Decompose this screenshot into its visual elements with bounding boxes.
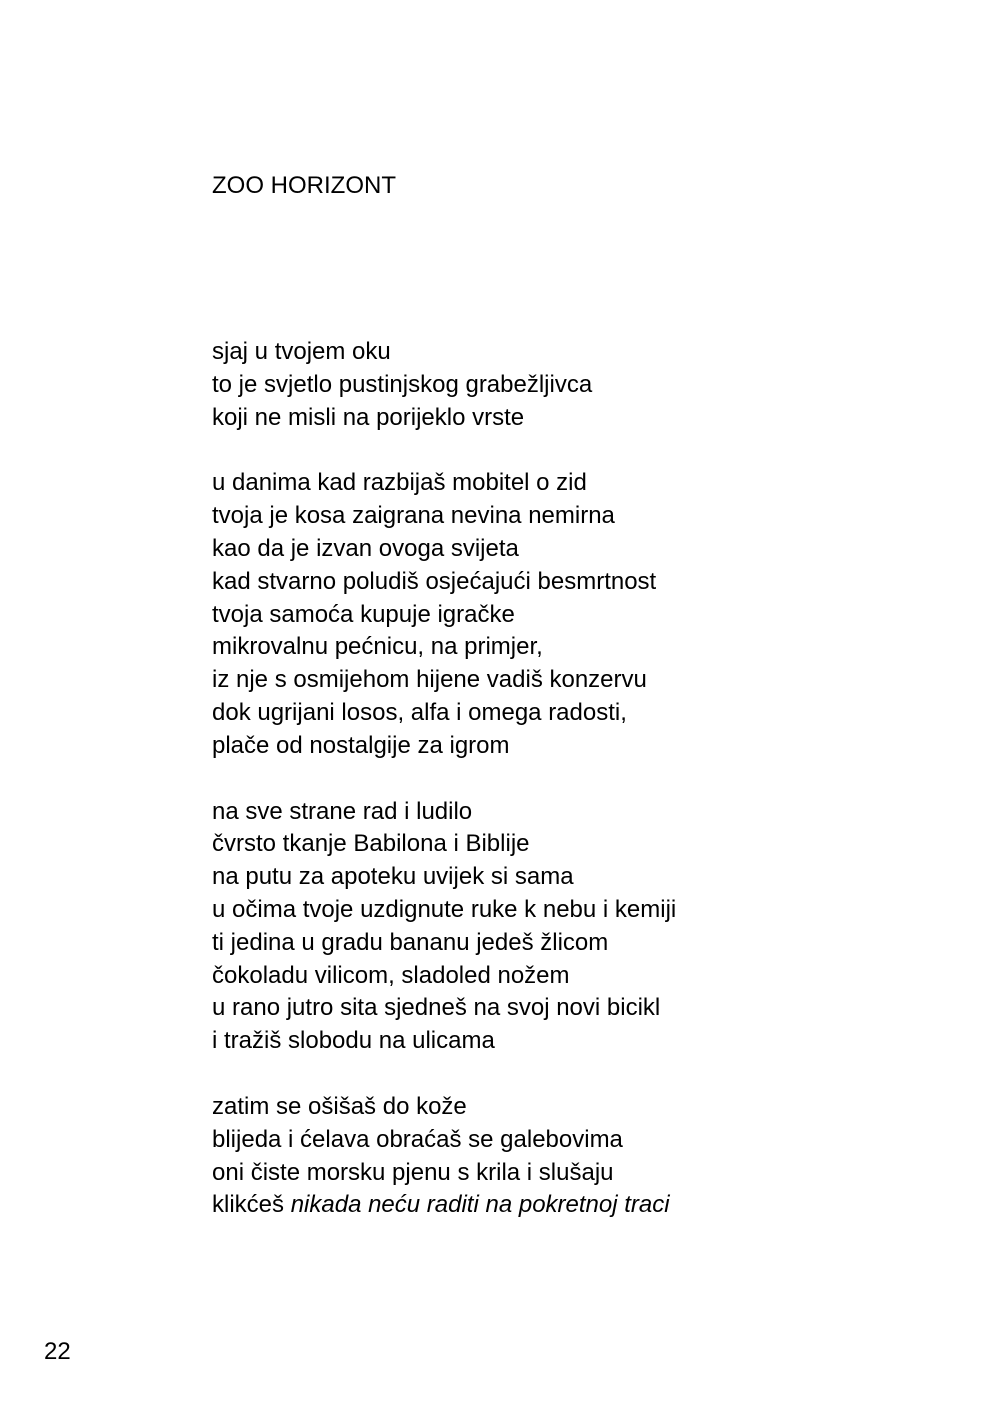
page-number: 22 bbox=[44, 1338, 71, 1365]
poem-line: zatim se ošišaš do kože bbox=[212, 1092, 467, 1120]
poem-line-final bbox=[212, 1189, 676, 1222]
stanza-2 bbox=[212, 467, 676, 762]
poem-line: iz nje s osmijehom hijene vadiš konzervu bbox=[212, 666, 647, 694]
poem-line: tvoja je kosa zaigrana nevina nemirna bbox=[212, 502, 615, 530]
poem-body bbox=[212, 336, 676, 1255]
poem-line: ti jedina u gradu bananu jedeš žlicom bbox=[212, 928, 609, 956]
poem-line: kao da je izvan ovoga svijeta bbox=[212, 534, 519, 562]
stanza-4 bbox=[212, 1091, 676, 1222]
stanza-3 bbox=[212, 796, 676, 1058]
poem-line: na sve strane rad i ludilo bbox=[212, 797, 473, 825]
poem-line: mikrovalnu pećnicu, na primjer, bbox=[212, 633, 543, 661]
poem-line: u očima tvoje uzdignute ruke k nebu i kemiji bbox=[212, 895, 677, 923]
poem-line: u rano jutro sita sjedneš na svoj novi bicikl bbox=[212, 994, 661, 1022]
poem-line: tvoja samoća kupuje igračke bbox=[212, 600, 515, 628]
poem-line: koji ne misli na porijeklo vrste bbox=[212, 403, 525, 431]
poem-line: sjaj u tvojem oku bbox=[212, 338, 391, 365]
poem-line: u danima kad razbijaš mobitel o zid bbox=[212, 469, 587, 497]
poem-line: čvrsto tkanje Babilona i Biblije bbox=[212, 830, 530, 858]
poem-line: oni čiste morsku pjenu s krila i slušaju bbox=[212, 1158, 614, 1186]
poem-line: na putu za apoteku uvijek si sama bbox=[212, 863, 574, 891]
poem-line: i tražiš slobodu na ulicama bbox=[212, 1027, 495, 1055]
final-line-plain: klikćeš bbox=[212, 1191, 291, 1219]
poem-title: ZOO HORIZONT bbox=[212, 172, 396, 199]
poem-line: kad stvarno poludiš osjećajući besmrtnost bbox=[212, 567, 657, 595]
final-line-italic: nikada neću raditi na pokretnoj traci bbox=[290, 1191, 670, 1219]
poem-line: dok ugrijani losos, alfa i omega radosti, bbox=[212, 698, 627, 726]
poem-line: blijeda i ćelava obraćaš se galebovima bbox=[212, 1125, 623, 1153]
poem-line: to je svjetlo pustinjskog grabežljivca bbox=[212, 370, 593, 398]
poem-line: plače od nostalgije za igrom bbox=[212, 731, 510, 759]
stanza-1 bbox=[212, 336, 676, 434]
poem-line: čokoladu vilicom, sladoled nožem bbox=[212, 961, 570, 989]
